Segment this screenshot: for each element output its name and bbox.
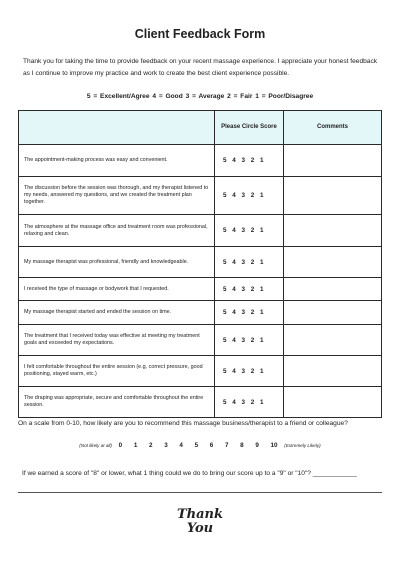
table-header-row (19, 111, 382, 145)
table-row (19, 301, 382, 325)
nps-option-0[interactable]: 0 (118, 442, 123, 449)
table-row (19, 177, 382, 215)
comment-cell[interactable] (284, 177, 382, 215)
comment-cell[interactable] (284, 278, 382, 301)
question-cell: The discussion before the session was thorough, and my therapist listened to my needs, answered my questions, and we created the treatment plan together. (19, 177, 215, 215)
nps-option-5[interactable]: 5 (194, 442, 199, 449)
table-body (19, 145, 382, 418)
table-row (19, 356, 382, 387)
score-options[interactable]: 5 4 3 2 1 (215, 145, 284, 177)
nps-option-10[interactable]: 10 (270, 442, 278, 449)
question-cell: The treatment that I received today was effective at meeting my treatment goals and exceeded my expectations. (19, 325, 215, 356)
comment-cell[interactable] (284, 145, 382, 177)
scale-legend: 5 = Excellent/Agree 4 = Good 3 = Average 2 = Fair 1 = Poor/Disagree (86, 93, 314, 100)
nps-option-4[interactable]: 4 (179, 442, 183, 449)
table-row (19, 387, 382, 418)
form-title: Client Feedback Form (134, 27, 266, 41)
thanks-line-1: Thank (176, 507, 223, 522)
score-options[interactable]: 5 4 3 2 1 (215, 247, 284, 278)
score-options[interactable]: 5 4 3 2 1 (215, 325, 284, 356)
nps-high-label: (Extremely Likely) (284, 443, 321, 448)
table-row (19, 247, 382, 278)
intro-text: Thank you for taking the time to provide feedback on your recent massage experience. I appreciate your honest feedback as I continue to improve my practice and work to create the best client experience possible. (23, 58, 378, 77)
comment-cell[interactable] (284, 356, 382, 387)
feedback-table (18, 110, 382, 418)
score-header: Please Circle Score (215, 111, 284, 145)
answer-line[interactable] (18, 492, 382, 493)
nps-scale (0, 442, 400, 449)
table-row (19, 325, 382, 356)
nps-option-7[interactable]: 7 (224, 442, 229, 449)
nps-option-1[interactable]: 1 (133, 442, 138, 449)
question-cell: I received the type of massage or bodywork that I requested. (19, 278, 215, 301)
nps-option-9[interactable]: 9 (255, 442, 259, 449)
score-options[interactable]: 5 4 3 2 1 (215, 301, 284, 325)
score-options[interactable]: 5 4 3 2 1 (215, 356, 284, 387)
nps-option-3[interactable]: 3 (164, 442, 168, 449)
comments-header: Comments (284, 111, 382, 145)
recommend-question: On a scale from 0-10, how likely are you to recommend this massage business/therapist to a friend or colleague? (18, 420, 348, 427)
table-row (19, 145, 382, 177)
score-options[interactable]: 5 4 3 2 1 (215, 215, 284, 247)
thanks-line-2: You (186, 521, 214, 536)
score-options[interactable]: 5 4 3 2 1 (215, 387, 284, 418)
question-cell: The atmosphere at the massage office and treatment room was professional, relaxing and clean. (19, 215, 215, 247)
score-options[interactable]: 5 4 3 2 1 (215, 278, 284, 301)
score-options[interactable]: 5 4 3 2 1 (215, 177, 284, 215)
nps-option-2[interactable]: 2 (149, 442, 153, 449)
nps-option-8[interactable]: 8 (240, 442, 244, 449)
thank-you-signature (170, 508, 230, 536)
question-cell: The draping was appropriate, secure and comfortable throughout the entire session. (19, 387, 215, 418)
table-row (19, 215, 382, 247)
comment-cell[interactable] (284, 215, 382, 247)
comment-cell[interactable] (284, 325, 382, 356)
question-cell: I felt comfortable throughout the entire session (e.g, correct pressure, good positioning, stayed warm, etc.) (19, 356, 215, 387)
question-cell: My massage therapist was professional, friendly and knowledgeable. (19, 247, 215, 278)
comment-cell[interactable] (284, 247, 382, 278)
nps-low-label: (Not likely at all) (79, 443, 112, 448)
question-cell: My massage therapist started and ended the session on time. (19, 301, 215, 325)
question-header (19, 111, 215, 145)
comment-cell[interactable] (284, 301, 382, 325)
improve-question[interactable]: If we earned a score of "8" or lower, what 1 thing could we do to bring our score up to a "9" or "10"? ____________ (22, 470, 357, 477)
comment-cell[interactable] (284, 387, 382, 418)
nps-option-6[interactable]: 6 (209, 442, 214, 449)
question-cell: The appointment-making process was easy and convenient. (19, 145, 215, 177)
table-row (19, 278, 382, 301)
